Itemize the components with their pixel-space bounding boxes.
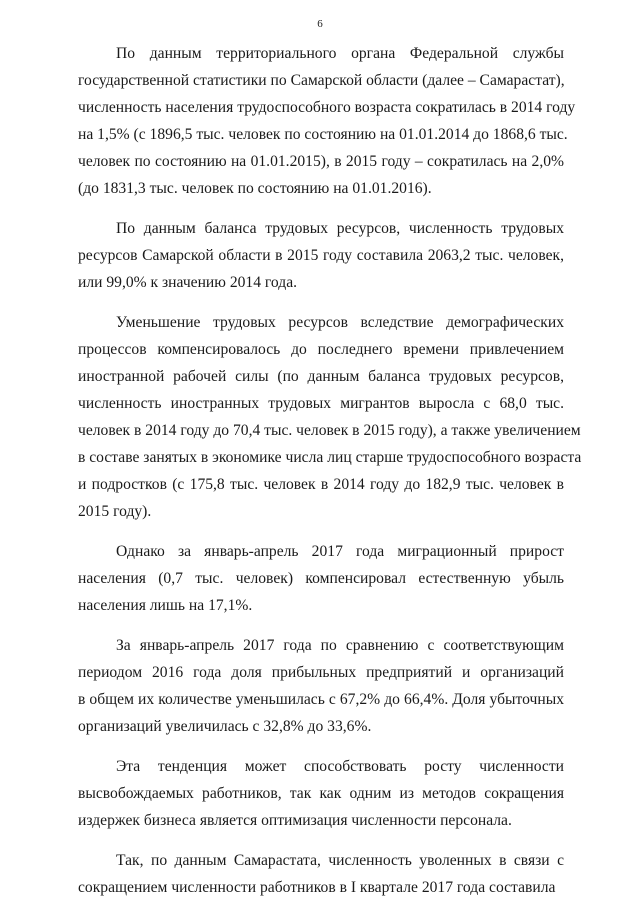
paragraph-line: численность иностранных трудовых мигрантов выросла с 68,0 тыс. bbox=[78, 395, 564, 412]
paragraph-line: процессов компенсировалось до последнего времени привлечением bbox=[78, 341, 564, 358]
paragraph-line: населения (0,7 тыс. человек) компенсировал естественную убыль bbox=[78, 570, 564, 587]
paragraph-line: Так, по данным Самарастата, численность уволенных в связи с bbox=[116, 852, 564, 869]
paragraph bbox=[78, 538, 564, 619]
paragraph-line: высвобождаемых работников, так как одним из методов сокращения bbox=[78, 785, 564, 802]
paragraph bbox=[78, 632, 564, 740]
paragraph-line: на 1,5% (с 1896,5 тыс. человек по состоянию на 01.01.2014 до 1868,6 тыс. bbox=[78, 126, 568, 143]
paragraph-line: 2015 году). bbox=[78, 503, 152, 520]
paragraph-line: населения лишь на 17,1%. bbox=[78, 597, 253, 614]
paragraph bbox=[78, 753, 564, 834]
paragraph-line: (до 1831,3 тыс. человек по состоянию на 01.01.2016). bbox=[78, 180, 432, 197]
paragraph-line: численность населения трудоспособного возраста сократилась в 2014 году bbox=[78, 99, 576, 116]
paragraph-line: По данным баланса трудовых ресурсов, численность трудовых bbox=[116, 220, 564, 237]
paragraph bbox=[78, 847, 564, 901]
paragraph-line: ресурсов Самарской области в 2015 году составила 2063,2 тыс. человек, bbox=[78, 247, 564, 264]
paragraph-line: в общем их количестве уменьшилась с 67,2% до 66,4%. Доля убыточных bbox=[78, 691, 564, 708]
paragraph bbox=[78, 309, 582, 525]
paragraph-line: организаций увеличилась с 32,8% до 33,6%. bbox=[78, 718, 372, 735]
document-body bbox=[78, 40, 582, 914]
paragraph-line: государственной статистики по Самарской области (далее – Самарастат), bbox=[78, 72, 565, 89]
paragraph-line: человек по состоянию на 01.01.2015), в 2015 году – сократилась на 2,0% bbox=[78, 153, 564, 170]
paragraph-line: и подростков (с 175,8 тыс. человек в 2014 году до 182,9 тыс. человек в bbox=[78, 476, 564, 493]
page-number: 6 bbox=[317, 18, 323, 30]
paragraph-line: в составе занятых в экономике числа лиц старше трудоспособного возраста bbox=[78, 449, 582, 466]
paragraph-line: сокращением численности работников в I квартале 2017 года составила bbox=[78, 879, 556, 896]
paragraph-line: За январь-апрель 2017 года по сравнению с соответствующим bbox=[116, 637, 564, 654]
paragraph-line: периодом 2016 года доля прибыльных предприятий и организаций bbox=[78, 664, 564, 681]
paragraph-line: Эта тенденция может способствовать росту численности bbox=[116, 758, 564, 775]
paragraph-line: издержек бизнеса является оптимизация численности персонала. bbox=[78, 812, 512, 829]
paragraph-line: Уменьшение трудовых ресурсов вследствие демографических bbox=[116, 314, 564, 331]
paragraph bbox=[78, 40, 576, 202]
paragraph-line: Однако за январь-апрель 2017 года миграционный прирост bbox=[116, 543, 564, 560]
paragraph bbox=[78, 215, 564, 296]
paragraph-line: или 99,0% к значению 2014 года. bbox=[78, 274, 298, 291]
paragraph-line: иностранной рабочей силы (по данным баланса трудовых ресурсов, bbox=[78, 368, 564, 385]
paragraph-line: По данным территориального органа Федеральной службы bbox=[116, 45, 564, 62]
paragraph-line: человек в 2014 году до 70,4 тыс. человек в 2015 году), а также увеличением bbox=[78, 422, 581, 439]
